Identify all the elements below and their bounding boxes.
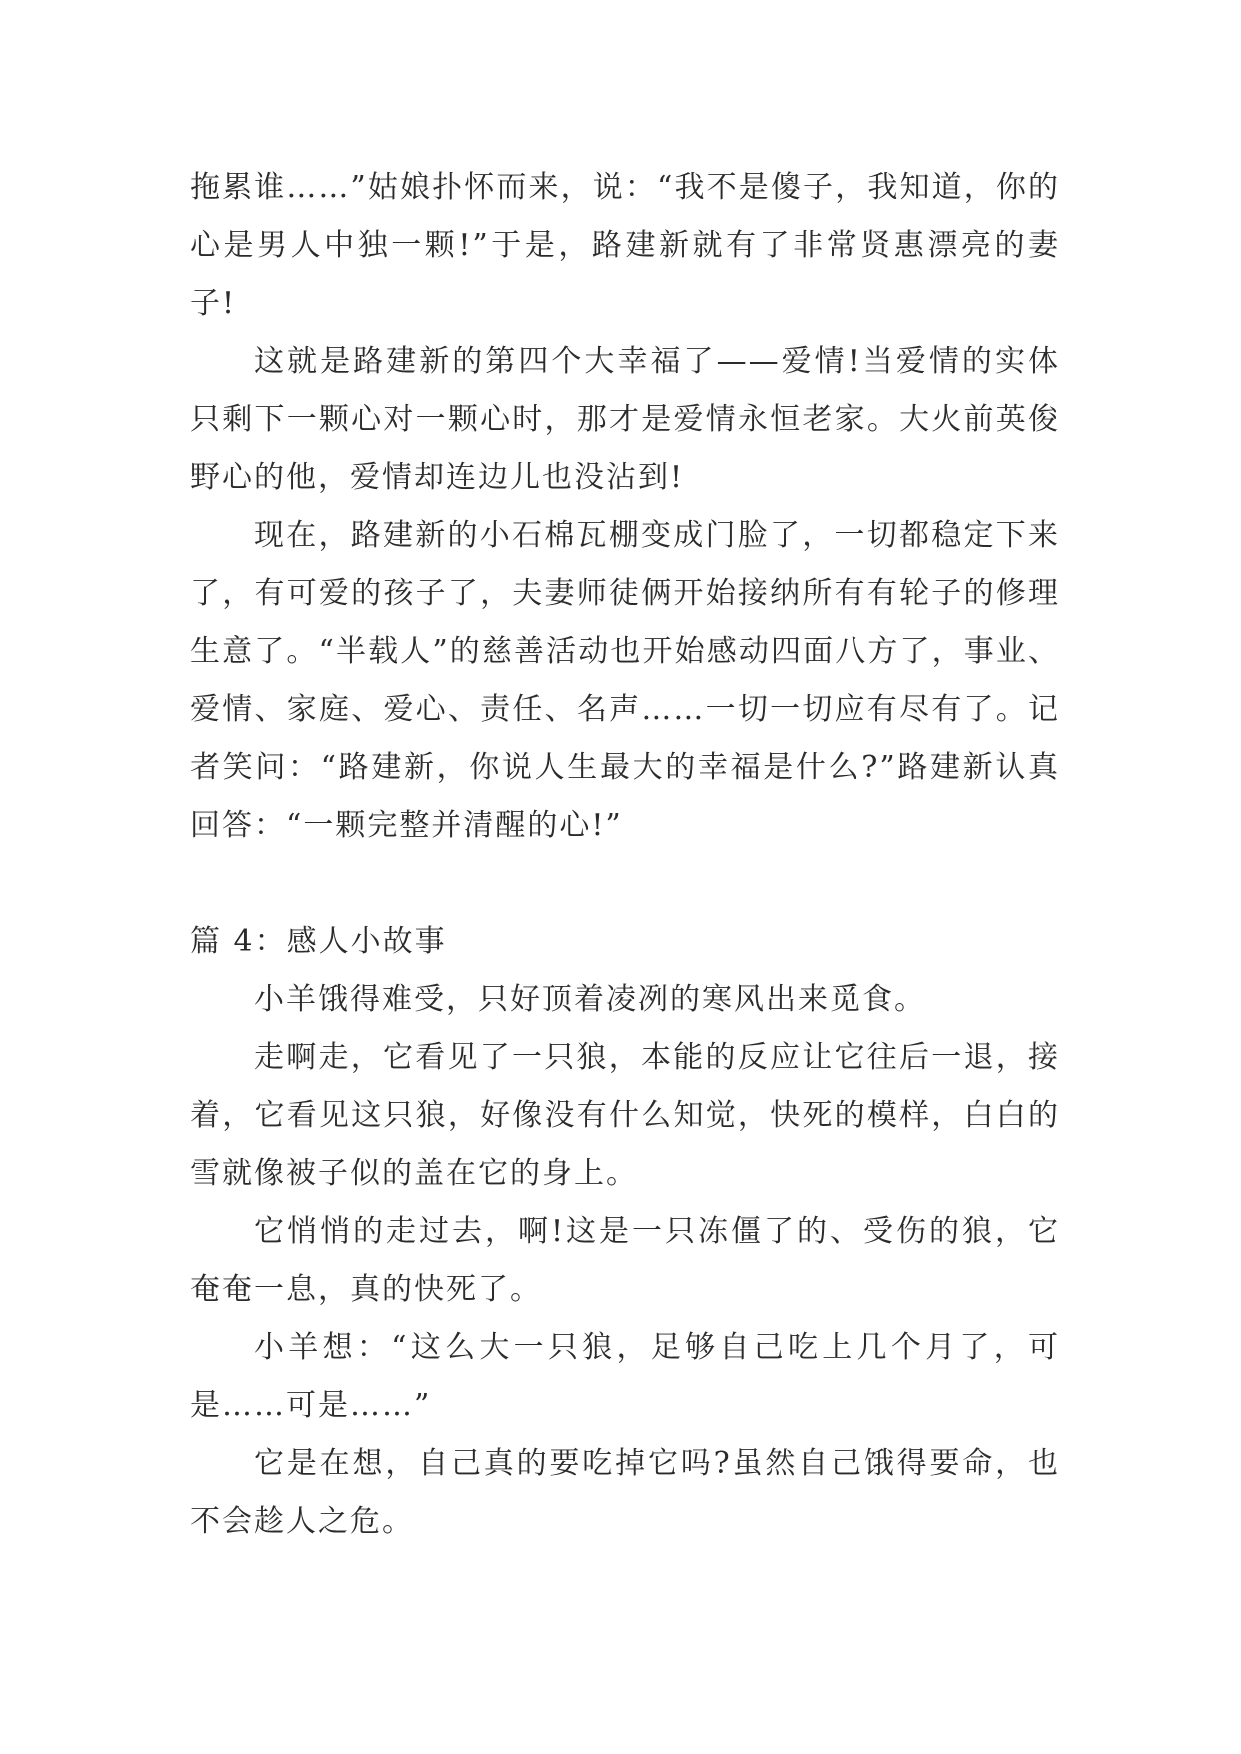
section-title: 篇 4：感人小故事 bbox=[190, 924, 447, 959]
paragraph: 现在，路建新的小石棉瓦棚变成门脸了，一切都稳定下来了，有可爱的孩子了，夫妻师徒俩开始接纳所有有轮子的修理生意了。“半载人”的慈善活动也开始感动四面八方了，事业、爱情、家庭、爱心、责任、名声……一切一切应有尽有了。记者笑问：“路建新，你说人生最大的幸福是什么?”路建新认真回答：“一颗完整并清醒的心!” bbox=[190, 518, 1060, 843]
paragraph: 走啊走，它看见了一只狼，本能的反应让它往后一退，接着，它看见这只狼，好像没有什么知觉，快死的模样，白白的雪就像被子似的盖在它的身上。 bbox=[190, 1040, 1060, 1191]
paragraph: 这就是路建新的第四个大幸福了——爱情!当爱情的实体只剩下一颗心对一颗心时，那才是爱情永恒老家。大火前英俊野心的他，爱情却连边儿也没沾到! bbox=[190, 344, 1060, 495]
paragraph: 小羊想：“这么大一只狼，足够自己吃上几个月了，可是……可是……” bbox=[190, 1330, 1060, 1423]
document-body bbox=[190, 159, 1060, 1551]
section-gap bbox=[190, 855, 1060, 913]
paragraph-continued: 拖累谁……”姑娘扑怀而来，说：“我不是傻子，我知道，你的心是男人中独一颗!”于是，路建新就有了非常贤惠漂亮的妻子! bbox=[190, 170, 1060, 321]
paragraph: 它是在想，自己真的要吃掉它吗?虽然自己饿得要命，也不会趁人之危。 bbox=[190, 1446, 1060, 1539]
paragraph: 小羊饿得难受，只好顶着凌冽的寒风出来觅食。 bbox=[254, 982, 926, 1017]
paragraph: 它悄悄的走过去，啊!这是一只冻僵了的、受伤的狼，它奄奄一息，真的快死了。 bbox=[190, 1214, 1060, 1307]
